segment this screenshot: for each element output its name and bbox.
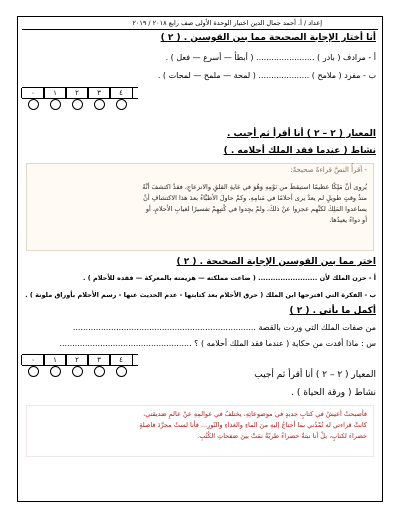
section2-activity: نشاط ( عندما فقد الملك أحلامه . ) — [223, 146, 376, 156]
score-circle[interactable] — [116, 366, 127, 377]
passage-line: أو دواءً يعيدُها. — [329, 216, 367, 224]
complete-title: أكمل ما يأتي . ( ٢ ) — [289, 306, 376, 316]
score-cell: ٠ — [22, 88, 44, 110]
section1-question-a: أ - مرادف ( بادر ) ....................... ( أبطأ — أسرع — فعل ) . — [165, 53, 376, 62]
page-header: إعداد / أ. أحمد جمال الدين اختبار الوحدة الأولى صف رابع ٢٠١٨ / ٢٠١٩ — [132, 19, 322, 27]
score-circle[interactable] — [116, 99, 127, 110]
passage-title: - أقرأُ النصَّ قراءةً صحيحةً: — [290, 166, 367, 174]
section4-criterion: المعيار ( ٢ – ٢ ) أنا أقرأ ثم أجيب — [254, 370, 376, 380]
reading-passage — [26, 163, 374, 251]
section1-question-b: ب - مفرد ( ملامح ) .................... ( لمحة — ملمح — لمحات ) . — [157, 71, 376, 80]
section4-activity: نشاط ( ورقة الحياة ) . — [291, 388, 376, 398]
score-cell: ٣ — [88, 88, 110, 110]
passage-line: يُروى أنَّ مَلِكًا عظيمًا استيقظَ من نَوْمِهِ وَهُوَ في غايةِ القلقِ والانزعاجِ، فقدْ اكتشفَ أنَّهُ — [142, 183, 367, 191]
score-cell: ٢ — [66, 88, 88, 110]
passage2-line: كانتْ قراءتي له تُمْدُني بما أحتاجُ إليهِ منَ الماءِ والغذاءِ والنّورِ... فأنا لستُ مجرَّدَ فاصلةٍ — [139, 421, 367, 429]
section2-criterion: المعيار ( ٢ – ٢ ) أنا أقرأ ثم أجيب . — [226, 129, 376, 139]
score-circle[interactable] — [72, 366, 83, 377]
score-row-mid-line — [22, 98, 138, 99]
score-circle[interactable] — [94, 366, 105, 377]
score-circles-1 — [22, 88, 132, 110]
header-divider — [22, 29, 378, 30]
score-cell: ٣ — [88, 355, 110, 377]
passage2-text — [33, 409, 367, 442]
score-cell: ٢ — [66, 355, 88, 377]
score-circle[interactable] — [50, 366, 61, 377]
complete-question: من صفات الملك التي وردت بالقصة ........................................................................ — [72, 323, 376, 332]
passage2-line: فأصبحتُ أعيشُ في كتابٍ جديدٍ في موضوعاتِهِ، يختلفُ في عوالمِهِ عنْ عالمِ صَديقتي، — [143, 410, 367, 418]
section3-question-b: ب - الفكرة التي اقترحها ابن الملك ( حرق الأحلام بعد كتابتها - عدم الحديث عنها - رسم الأحلام بأوراق ملونة ) . — [25, 291, 376, 299]
passage-line: يساعدوا المَلِكَ لكنَّهم عجزوا عنْ ذلكَ، ولمْ يجِدوا في كُتبِهِمْ تفسيرًا لغيابِ الأحلامِ، أو — [145, 205, 367, 213]
score-circle[interactable] — [28, 99, 39, 110]
score-circle[interactable] — [50, 99, 61, 110]
score-circle[interactable] — [28, 366, 39, 377]
reading-passage-2 — [26, 405, 374, 457]
score-cell: ١ — [44, 88, 66, 110]
score-circle[interactable] — [72, 99, 83, 110]
exam-page — [17, 16, 383, 502]
score-circles-2 — [22, 355, 132, 377]
section1-title: أنا أختار الإجابة الصحيحة مما بين القوسين . ( ٢ ) — [160, 33, 376, 43]
section3-question-a: أ - حزن الملك لأن ........................ ( ضاعت مملكته — هزيمته بالمعركة — فقده للأحلام ) . — [83, 274, 376, 282]
score-cell: ٠ — [22, 355, 44, 377]
section3-title: اختر مما بين القوسين الإجابة الصحيحة . ( ٢ ) — [176, 257, 376, 267]
passage2-line: خضراءَ لكتابٍ، بلْ أنا نبتةٌ خضراءُ طريّةٌ نمَتْ بينَ صَفحاتِ الكُتُبِ. — [197, 432, 367, 440]
passage-line: منذُ وقتٍ طويلٍ لم يعدْ يرى أحلامًا في مَنامِهِ، وكمْ حاولَ الأطبَّاءُ بعدَ هذا الاكتشافِ أنْ — [143, 194, 367, 202]
score-row-mid-line — [22, 365, 138, 366]
score-cell: ٤ — [110, 88, 132, 110]
score-circle[interactable] — [94, 99, 105, 110]
score-cell: ١ — [44, 355, 66, 377]
question-s: س : ماذا أفدت من حكاية ( عندما فقد الملك أحلامه ) ؟ .................................................... — [59, 339, 376, 348]
score-cell: ٤ — [110, 355, 132, 377]
passage-text — [33, 182, 367, 226]
